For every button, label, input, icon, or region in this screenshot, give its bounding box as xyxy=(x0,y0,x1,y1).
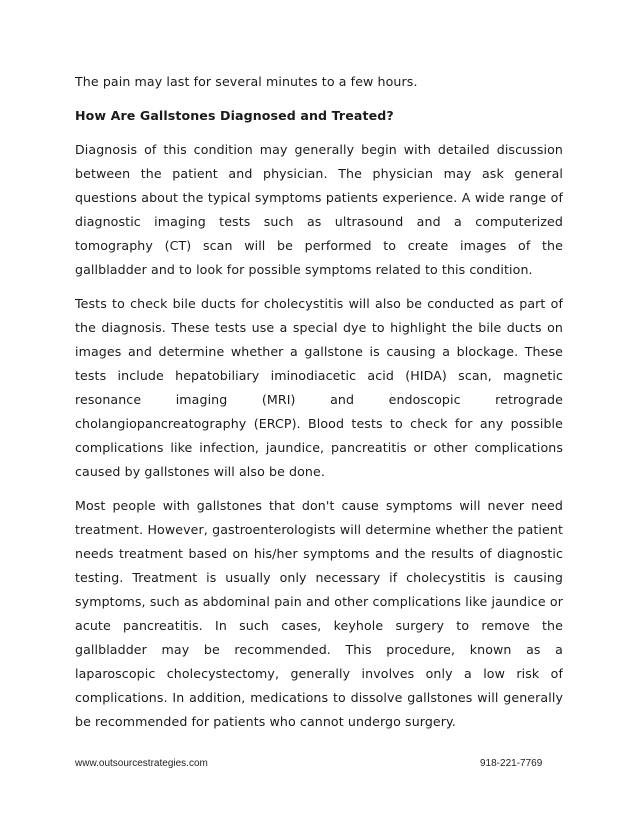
intro-line: The pain may last for several minutes to a few hours. xyxy=(75,74,418,89)
paragraph-diagnosis: Diagnosis of this condition may generally begin with detailed discussion between the patient and physician. The physician may ask general questions about the typical symptoms patients experience. A wide range of diagnostic imaging tests such as ultrasound and a computerized tomography (CT) scan will be performed to create images of the gallbladder and to look for possible symptoms related to this condition. xyxy=(75,142,563,277)
paragraph-treatment: Most people with gallstones that don't cause symptoms will never need treatment. However, gastroenterologists will determine whether the patient needs treatment based on his/her symptoms and the results of diagnostic testing. Treatment is usually only necessary if cholecystitis is causing symptoms, such as abdominal pain and other complications like jaundice or acute pancreatitis. In such cases, keyhole surgery to remove the gallbladder may be recommended. This procedure, known as a laparoscopic cholecystectomy, generally involves only a low risk of complications. In addition, medications to dissolve gallstones will generally be recommended for patients who cannot undergo surgery. xyxy=(75,498,563,729)
footer-phone: 918-221-7769 xyxy=(480,758,543,769)
section-heading: How Are Gallstones Diagnosed and Treated? xyxy=(75,108,394,123)
paragraph-tests: Tests to check bile ducts for cholecystitis will also be conducted as part of the diagnosis. These tests use a special dye to highlight the bile ducts on images and determine whether a gallstone is causing a blockage. These tests include hepatobiliary iminodiacetic acid (HIDA) scan, magnetic resonance imaging (MRI) and endoscopic retrograde cholangiopancreatography (ERCP). Blood tests to check for any possible complications like infection, jaundice, pancreatitis or other complications caused by gallstones will also be done. xyxy=(75,296,563,479)
footer-website: www.outsourcestrategies.com xyxy=(75,758,208,769)
document-body xyxy=(75,70,563,744)
